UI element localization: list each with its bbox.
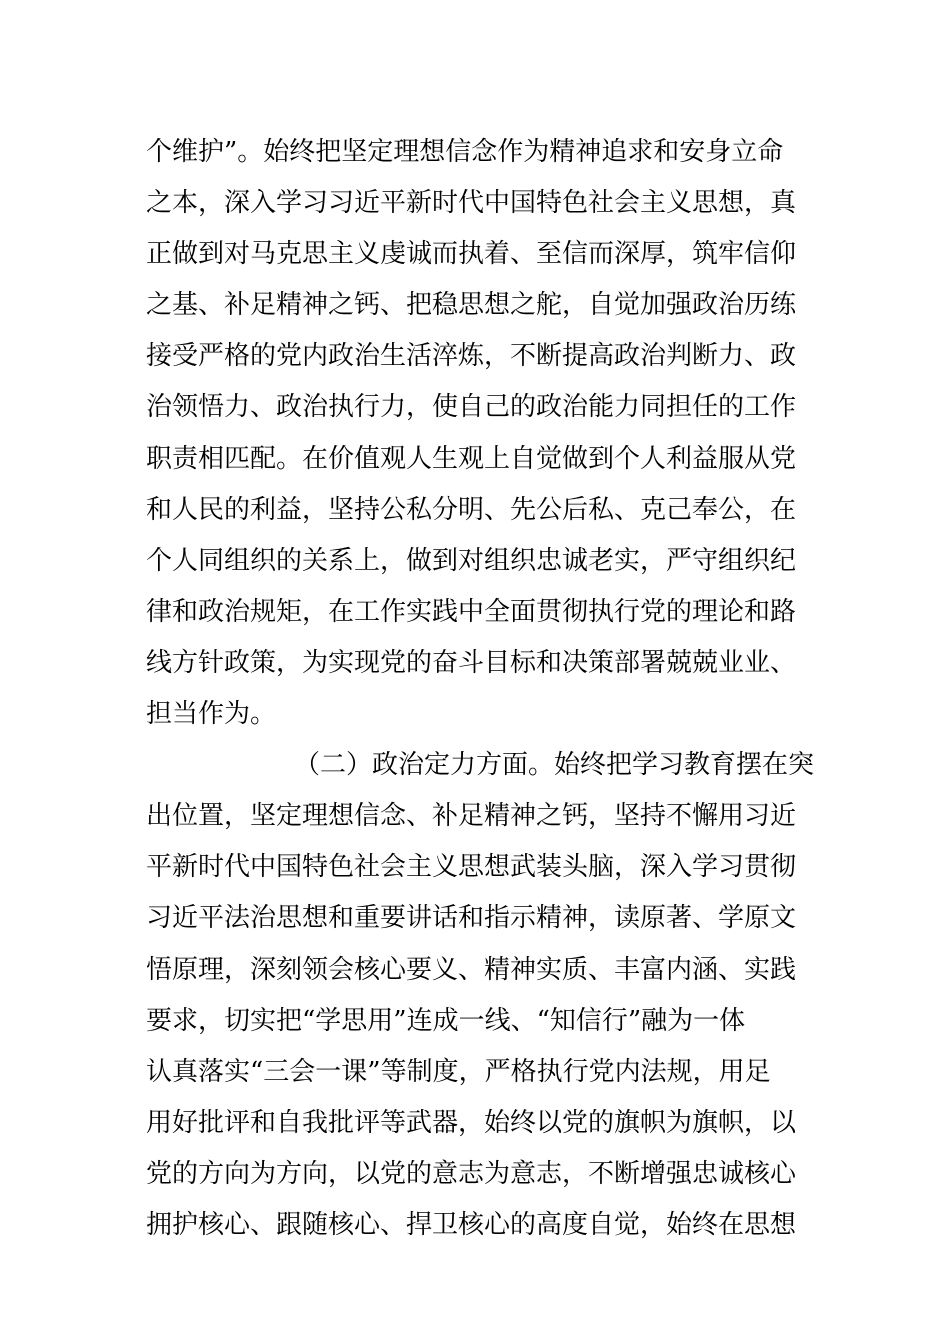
text-line: 线方针政策，为实现党的奋斗目标和决策部署兢兢业业、 (146, 647, 797, 678)
text-line: 和人民的利益，坚持公私分明、先公后私、克己奉公，在 (146, 494, 797, 525)
text-line: 个人同组织的关系上，做到对组织忠诚老实，严守组织纪 (146, 545, 797, 576)
text-line: 之本，深入学习习近平新时代中国特色社会主义思想，真 (146, 188, 797, 219)
text-line: 悟原理，深刻领会核心要义、精神实质、丰富内涵、实践 (146, 954, 797, 985)
text-line: 拥护核心、跟随核心、捍卫核心的高度自觉，始终在思想 (146, 1209, 797, 1240)
text-line: 律和政治规矩，在工作实践中全面贯彻执行党的理论和路 (146, 596, 797, 627)
text-line: 治领悟力、政治执行力，使自己的政治能力同担任的工作 (146, 392, 797, 423)
text-line: 正做到对马克思主义虔诚而执着、至信而深厚，筑牢信仰 (146, 239, 797, 270)
text-line: 职责相匹配。在价值观人生观上自觉做到个人利益服从党 (146, 443, 797, 474)
section-heading-line: （二）政治定力方面。始终把学习教育摆在突 (294, 750, 815, 781)
text-line: 平新时代中国特色社会主义思想武装头脑，深入学习贯彻 (146, 852, 797, 883)
text-line: 习近平法治思想和重要讲话和指示精神，读原著、学原文 (146, 903, 797, 934)
text-line: 个维护”。始终把坚定理想信念作为精神追求和安身立命 (146, 137, 784, 167)
text-line: 之基、补足精神之钙、把稳思想之舵，自觉加强政治历练 (146, 290, 797, 321)
text-line: 党的方向为方向，以党的意志为意志，不断增强忠诚核心 (146, 1158, 797, 1189)
text-line: 认真落实“三会一课”等制度，严格执行党内法规，用足 (146, 1056, 771, 1087)
text-line: 要求，切实把“学思用”连成一线、“知信行”融为一体 (146, 1005, 746, 1036)
text-line: 接受严格的党内政治生活淬炼，不断提高政治判断力、政 (146, 341, 797, 372)
body-text (146, 127, 816, 1251)
text-line: 用好批评和自我批评等武器，始终以党的旗帜为旗帜，以 (146, 1107, 797, 1138)
text-line: 出位置，坚定理想信念、补足精神之钙，坚持不懈用习近 (146, 801, 797, 832)
text-line: 担当作为。 (146, 699, 277, 730)
